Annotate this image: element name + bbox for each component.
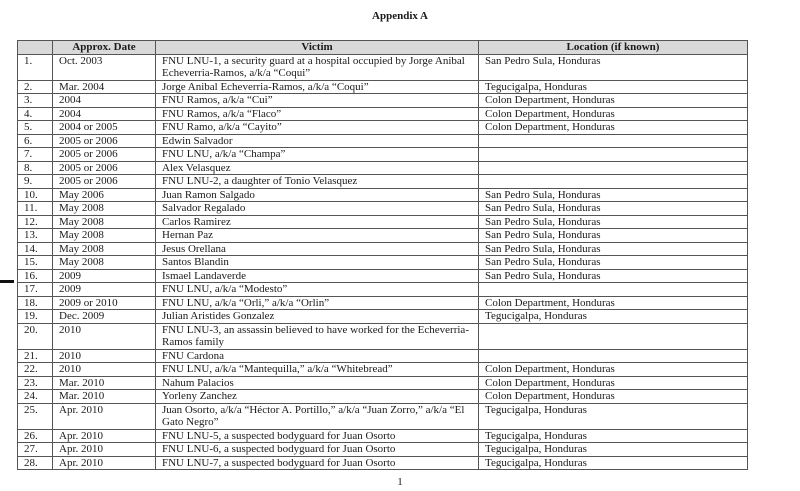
row-date: Apr. 2010 (53, 443, 156, 457)
table-row (18, 229, 748, 243)
table-row (18, 202, 748, 216)
row-location: San Pedro Sula, Honduras (479, 242, 748, 256)
row-victim: Yorleny Zanchez (156, 390, 479, 404)
row-victim: Juan Osorto, a/k/a “Héctor A. Portillo,” a/k/a “Juan Zorro,” a/k/a “El Gato Negro” (156, 403, 479, 429)
row-date: Apr. 2010 (53, 456, 156, 470)
row-number: 13. (18, 229, 53, 243)
row-victim: FNU LNU, a/k/a “Mantequilla,” a/k/a “Whitebread” (156, 363, 479, 377)
document-title: Appendix A (372, 10, 428, 22)
row-victim: FNU LNU, a/k/a “Champa” (156, 148, 479, 162)
row-date: Dec. 2009 (53, 310, 156, 324)
row-date: Oct. 2003 (53, 54, 156, 80)
row-number: 17. (18, 283, 53, 297)
row-victim: Santos Blandin (156, 256, 479, 270)
row-victim: Nahum Palacios (156, 376, 479, 390)
row-victim: FNU LNU-3, an assassin believed to have worked for the Echeverria-Ramos family (156, 323, 479, 349)
row-date: 2010 (53, 349, 156, 363)
row-number: 26. (18, 429, 53, 443)
row-victim: FNU LNU, a/k/a “Orli,” a/k/a “Orlin” (156, 296, 479, 310)
row-number: 19. (18, 310, 53, 324)
row-date: May 2008 (53, 256, 156, 270)
row-location (479, 175, 748, 189)
row-date: Apr. 2010 (53, 403, 156, 429)
row-location (479, 134, 748, 148)
row-victim: Carlos Ramirez (156, 215, 479, 229)
row-number: 1. (18, 54, 53, 80)
table-row (18, 188, 748, 202)
row-date: Mar. 2004 (53, 80, 156, 94)
row-date: 2005 or 2006 (53, 134, 156, 148)
table-row (18, 54, 748, 80)
row-location (479, 283, 748, 297)
table-row (18, 376, 748, 390)
table-row (18, 80, 748, 94)
row-number: 5. (18, 121, 53, 135)
table-row (18, 215, 748, 229)
row-victim: Salvador Regalado (156, 202, 479, 216)
row-location: Colon Department, Honduras (479, 121, 748, 135)
table-row (18, 363, 748, 377)
row-location: Colon Department, Honduras (479, 390, 748, 404)
row-date: May 2008 (53, 229, 156, 243)
row-number: 12. (18, 215, 53, 229)
row-date: Apr. 2010 (53, 429, 156, 443)
row-victim: FNU Cardona (156, 349, 479, 363)
row-location: San Pedro Sula, Honduras (479, 188, 748, 202)
row-location: Tegucigalpa, Honduras (479, 403, 748, 429)
row-location: San Pedro Sula, Honduras (479, 215, 748, 229)
row-number: 28. (18, 456, 53, 470)
row-location: Tegucigalpa, Honduras (479, 456, 748, 470)
row-victim: Jesus Orellana (156, 242, 479, 256)
row-victim: Alex Velasquez (156, 161, 479, 175)
row-date: May 2008 (53, 215, 156, 229)
table-header-row (18, 41, 748, 55)
row-victim: FNU Ramo, a/k/a “Cayito” (156, 121, 479, 135)
page-number: 1 (397, 476, 403, 488)
row-number: 6. (18, 134, 53, 148)
row-location: Colon Department, Honduras (479, 296, 748, 310)
table-row (18, 403, 748, 429)
row-number: 9. (18, 175, 53, 189)
table-row (18, 161, 748, 175)
table-row (18, 175, 748, 189)
row-date: 2009 (53, 283, 156, 297)
table-row (18, 107, 748, 121)
row-victim: Edwin Salvador (156, 134, 479, 148)
victims-table (17, 40, 748, 470)
table-row (18, 323, 748, 349)
margin-mark (0, 280, 14, 283)
row-victim: FNU LNU-5, a suspected bodyguard for Juan Osorto (156, 429, 479, 443)
row-date: Mar. 2010 (53, 390, 156, 404)
row-number: 20. (18, 323, 53, 349)
row-location: San Pedro Sula, Honduras (479, 202, 748, 216)
row-date: 2005 or 2006 (53, 148, 156, 162)
row-date: 2009 or 2010 (53, 296, 156, 310)
row-date: 2004 or 2005 (53, 121, 156, 135)
row-victim: FNU Ramos, a/k/a “Flaco” (156, 107, 479, 121)
row-number: 14. (18, 242, 53, 256)
row-location (479, 349, 748, 363)
row-number: 27. (18, 443, 53, 457)
row-date: 2010 (53, 363, 156, 377)
row-number: 23. (18, 376, 53, 390)
row-date: May 2006 (53, 188, 156, 202)
row-date: 2010 (53, 323, 156, 349)
row-location: Colon Department, Honduras (479, 94, 748, 108)
table-row (18, 121, 748, 135)
table-row (18, 349, 748, 363)
row-victim: Ismael Landaverde (156, 269, 479, 283)
table-row (18, 242, 748, 256)
row-location: Colon Department, Honduras (479, 363, 748, 377)
table-row (18, 296, 748, 310)
row-location: Tegucigalpa, Honduras (479, 429, 748, 443)
row-location: Colon Department, Honduras (479, 376, 748, 390)
table-body (18, 54, 748, 470)
row-number: 21. (18, 349, 53, 363)
row-location: San Pedro Sula, Honduras (479, 269, 748, 283)
table-row (18, 148, 748, 162)
row-date: 2005 or 2006 (53, 161, 156, 175)
row-victim: FNU LNU-7, a suspected bodyguard for Juan Osorto (156, 456, 479, 470)
row-date: May 2008 (53, 202, 156, 216)
table-row (18, 134, 748, 148)
row-location: San Pedro Sula, Honduras (479, 256, 748, 270)
header-number (18, 41, 53, 55)
row-number: 3. (18, 94, 53, 108)
row-victim: FNU LNU, a/k/a “Modesto” (156, 283, 479, 297)
row-victim: Juan Ramon Salgado (156, 188, 479, 202)
header-location: Location (if known) (479, 41, 748, 55)
header-victim: Victim (156, 41, 479, 55)
row-location: Tegucigalpa, Honduras (479, 80, 748, 94)
header-date: Approx. Date (53, 41, 156, 55)
table-row (18, 390, 748, 404)
row-victim: FNU LNU-1, a security guard at a hospital occupied by Jorge Anibal Echeverria-Ramos, a/k/a “Coqui” (156, 54, 479, 80)
row-number: 18. (18, 296, 53, 310)
row-number: 8. (18, 161, 53, 175)
row-location: Colon Department, Honduras (479, 107, 748, 121)
row-number: 15. (18, 256, 53, 270)
row-location (479, 323, 748, 349)
row-location (479, 148, 748, 162)
row-date: Mar. 2010 (53, 376, 156, 390)
table-row (18, 456, 748, 470)
row-number: 11. (18, 202, 53, 216)
row-location: Tegucigalpa, Honduras (479, 443, 748, 457)
row-number: 2. (18, 80, 53, 94)
row-date: 2005 or 2006 (53, 175, 156, 189)
row-location: Tegucigalpa, Honduras (479, 310, 748, 324)
row-victim: Jorge Anibal Echeverria-Ramos, a/k/a “Coqui” (156, 80, 479, 94)
row-number: 7. (18, 148, 53, 162)
table-row (18, 94, 748, 108)
row-date: 2009 (53, 269, 156, 283)
row-number: 25. (18, 403, 53, 429)
row-victim: Julian Aristides Gonzalez (156, 310, 479, 324)
row-date: 2004 (53, 107, 156, 121)
table-row (18, 429, 748, 443)
row-number: 24. (18, 390, 53, 404)
table-row (18, 283, 748, 297)
row-victim: Hernan Paz (156, 229, 479, 243)
row-number: 22. (18, 363, 53, 377)
row-victim: FNU LNU-2, a daughter of Tonio Velasquez (156, 175, 479, 189)
table-row (18, 310, 748, 324)
row-date: 2004 (53, 94, 156, 108)
row-number: 10. (18, 188, 53, 202)
row-victim: FNU Ramos, a/k/a “Cui” (156, 94, 479, 108)
row-victim: FNU LNU-6, a suspected bodyguard for Juan Osorto (156, 443, 479, 457)
row-location (479, 161, 748, 175)
table-row (18, 269, 748, 283)
row-number: 16. (18, 269, 53, 283)
table-row (18, 256, 748, 270)
row-date: May 2008 (53, 242, 156, 256)
row-number: 4. (18, 107, 53, 121)
row-location: San Pedro Sula, Honduras (479, 229, 748, 243)
row-location: San Pedro Sula, Honduras (479, 54, 748, 80)
